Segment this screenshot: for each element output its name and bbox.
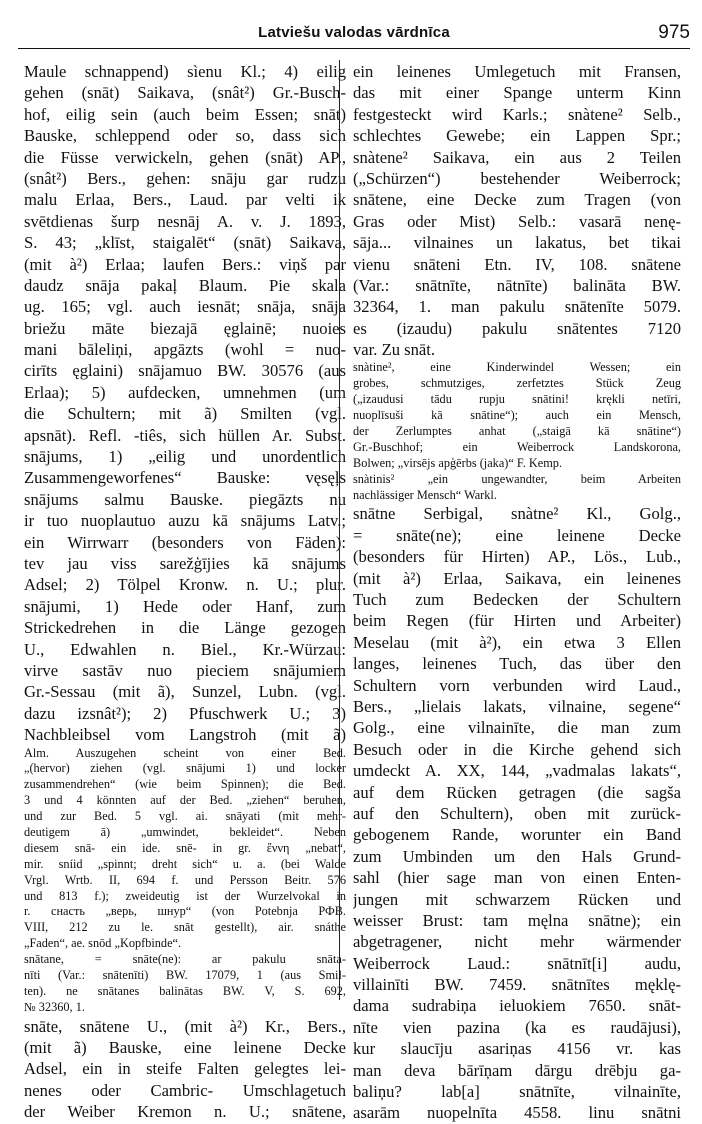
right-column-text-line: Gr.-Buschhof; ein Weiberrock Landskorona, <box>353 439 681 454</box>
left-column-text-line: dazu izsnât²); 2) Pfuschwerk U.; 3) <box>24 703 346 723</box>
right-column-text-line: weisser Brust: tam męlna snātne); ein <box>353 910 681 930</box>
left-column-text-line: (snât²) Bers., gehen: snāju gar rudzu <box>24 168 346 188</box>
left-column-text-line: snātane, = snāte(ne): ar pakulu snāta- <box>24 952 346 967</box>
right-column-text-line: nuoplīsuši kā snātine“); auch ein Mensch, <box>353 408 681 423</box>
left-column-text-line: der Weiber Kremon n. U.; snātene, <box>24 1102 346 1122</box>
left-column-text-line: die Schultern; mit ã) Smilten (vgl. <box>24 404 346 424</box>
left-column-text-line: Maule schnappend) sìenu Kl.; 4) eilig <box>24 62 346 81</box>
left-column-text-line: gehen (snāt) Saikava, (snât²) Gr.-Busch- <box>24 83 346 103</box>
page-header <box>18 10 690 48</box>
left-column-text-line: und zur Bed. 5 vgl. ai. snāyati (mit mehr- <box>24 809 346 824</box>
right-column-text-line: snātne Serbigal, snàtne² Kl., Golg., <box>353 504 681 524</box>
right-column-text-line: festgesteckt wird Karls.; snàtene² Selb., <box>353 104 681 124</box>
left-column-text-line: Nachbleibsel vom Langstroh (mit ã) <box>24 725 346 745</box>
left-column-text-line: Adsel; 2) Tölpel Kronw. n. U.; plur. <box>24 575 346 595</box>
right-column-text-line: (Var.: snātnīte, nātnīte) balināta BW. <box>353 275 681 295</box>
right-column-text-line: jungen mit schwarzem Rücken und <box>353 889 681 909</box>
right-column-text-line: villainīti BW. 7459. snātnītes męklę- <box>353 975 681 995</box>
left-column-text-line: briežu māte biezajā ęglainē; nuoies <box>24 318 346 338</box>
right-column-text-line: Golg., eine vilnainīte, die man zum <box>353 718 681 738</box>
left-column-text-line: r. снасть „верь, шнур“ (von Potebnja РФВ. <box>24 904 346 919</box>
left-column-text-line: ein Wirrwarr (besonders von Fäden): <box>24 532 346 552</box>
right-column-text-line: sāja... vilnaines un lakatus, bet tikai <box>353 233 681 253</box>
left-column-text-line: nenes oder Cambric- Umschlagetuch <box>24 1080 346 1100</box>
right-column-text-line: abgetragener, nicht mehr wärmender <box>353 932 681 952</box>
right-column-text-line: Weiberrock Laud.: snātnīt[i] audu, <box>353 953 681 973</box>
left-column-text-line: U., Edwahlen n. Biel., Kr.-Würzau: <box>24 639 346 659</box>
right-column-text-line: dama sudrabiņa ieluokiem 7650. snāt- <box>353 996 681 1016</box>
right-column-text-line: es (izaudu) pakulu snātentes 7120 <box>353 318 681 338</box>
left-column-text-line: snājums salmu Bauske. piegāzts nu <box>24 489 346 509</box>
left-column-text-line: virve sastāv nuo pieciem snājumiem <box>24 660 346 680</box>
left-column-text-line: Alm. Auszugehen scheint von einer Bed. <box>24 745 346 760</box>
left-column-text-line: S. 43; „klīst, staigalēt“ (snāt) Saikava, <box>24 233 346 253</box>
right-column-text-line: snàtine², eine Kinderwindel Wessen; ein <box>353 360 681 375</box>
left-column-text-line: snāte, snātene U., (mit à²) Kr., Bers., <box>24 1016 346 1036</box>
right-column-text-line: grobes, schmutziges, zerfetztes Stück Zeug <box>353 376 681 391</box>
running-title: Latviešu valodas vārdnīca <box>258 24 450 41</box>
right-column-text-line: asarām nuopelnīta 4558. linu snātni <box>353 1103 681 1123</box>
left-column-text-line: (mit à²) Erlaa; laufen Bers.: viņš par <box>24 254 346 274</box>
column-divider <box>339 60 340 1000</box>
right-column-text-line: beim Regen (für Hirten und Arbeiter) <box>353 611 681 631</box>
left-column-text-line: snājums, 1) „eilig und unordentlich <box>24 447 346 467</box>
left-column-text-line: VIII, 212 zu le. snāt gestellt), air. snáthe <box>24 920 346 935</box>
left-column-text-line: svētdienas šurp nesnāj A. v. J. 1893, <box>24 211 346 231</box>
left-column-text-line: mani bāleliņi, apgāzts (wohl = nuo- <box>24 340 346 360</box>
right-column-text-line: 32364, 1. man pakulu snātenīte 5079. <box>353 297 681 317</box>
left-column-text-line: malu Erlaa, Bers., Laud. par velti ik <box>24 190 346 210</box>
left-column-text-line: ug. 165; vgl. auch iesnāt; snāja, snāja <box>24 297 346 317</box>
right-column-text-line: Meselau (mit à²), ein etwa 3 Ellen <box>353 632 681 652</box>
right-column-text-line: ein leinenes Umlegetuch mit Fransen, <box>353 62 681 81</box>
left-column <box>24 61 346 1123</box>
left-column-text-line: tev jau viss sarežģījies kā snājums <box>24 553 346 573</box>
right-column-text-line: Bolwen; „virsējs apģērbs (jaka)“ F. Kemp. <box>353 455 563 470</box>
right-column-text-line: Besuch oder in die Kirche gehend sich <box>353 739 681 759</box>
left-column-text-line: ir tuo nuoplautuo auzu kā snājums Latv.; <box>24 511 346 531</box>
left-column-text-line: hof, eilig sein (auch beim Essen; snāt) <box>24 104 346 124</box>
right-column-text-line: kur slaucīju asariņas 4156 vr. kas <box>353 1039 681 1059</box>
left-column-text-line: Adsel, ein in steife Falten gelegtes lei- <box>24 1059 346 1079</box>
right-column-text-line: nīte vien pazina (ka es raudājusi), <box>353 1017 681 1037</box>
left-column-text-line: snājumi, 1) Hede oder Hanf, zum <box>24 596 346 616</box>
right-column-text-line: snātene, eine Decke zum Tragen (von <box>353 190 681 210</box>
right-column-text-line: („izaudusi tādu rupju snātini! krękli netīri, <box>353 392 681 407</box>
left-column-text-line: daudz snāja pakaļ Blaum. Pie skala <box>24 275 346 295</box>
right-column-text-line: der Zerlumptes anhat („staigā kā snātine“) <box>353 424 681 439</box>
right-column-text-line: nachlässiger Mensch“ Warkl. <box>353 487 497 502</box>
right-column-text-line: (mit à²) Erlaa, Saikava, ein leinenes <box>353 568 681 588</box>
left-column-text-line: cirīts ęglaini) snājamuo BW. 30576 (aus <box>24 361 346 381</box>
page-number: 975 <box>658 22 690 43</box>
right-column-text-line: langes, leinenes Tuch, das über den <box>353 654 681 674</box>
right-column-text-line: Tuch zum Bedecken der Schultern <box>353 590 681 610</box>
left-column-text-line: Zusammengeworfenes“ Bauske: vęsęļs <box>24 468 346 488</box>
left-column-text-line: Gr.-Sessau (mit ã), Sunzel, Lubn. (vgl. <box>24 682 346 702</box>
right-column-text-line: (besonders für Hirten) AP., Lös., Lub., <box>353 547 681 567</box>
right-column-text-line: das mit einer Spange unterm Kinn <box>353 83 681 103</box>
left-column-text-line: mir. sníid „spinnt; dreht sich“ u. a. (bei Walde <box>24 856 346 871</box>
left-column-text-line: Strickedrehen in die Länge gezogen <box>24 618 346 638</box>
right-column-text-line: gebogenem Rande, worunter ein Band <box>353 825 681 845</box>
left-column-text-line: „(hervor) ziehen (vgl. snājumi 1) und locker <box>24 761 346 776</box>
right-column <box>353 61 681 1124</box>
right-column-text-line: snàtinis² „ein ungewandter, beim Arbeiten <box>353 471 681 486</box>
left-column-text-line: Erlaa); 5) aufdecken, umnehmen (um <box>24 382 346 402</box>
right-column-text-line: („Schürzen“) bestehender Weiberrock; <box>353 168 681 188</box>
left-column-text-line: nīti (Var.: snātenīti) BW. 17079, 1 (aus Smil- <box>24 967 346 982</box>
right-column-text-line: umdeckt A. XX, 144, „vadmalas lakats“, <box>353 761 681 781</box>
left-column-text-line: № 32360, 1. <box>24 999 85 1014</box>
right-column-text-line: sahl (hier sage man von einen Enten- <box>353 868 681 888</box>
right-column-text-line: Bers., „lielais lakats, vilnaine, segene“ <box>353 697 681 716</box>
left-column-text-line: diesem snā- ein ide. snē- in gr. ἔννη „nebat“, <box>24 840 346 855</box>
right-column-text-line: schlechtes Gewebe; ein Lappen Spr.; <box>353 126 681 146</box>
left-column-text-line: die Füsse verwickeln, gehen (snāt) AP., <box>24 147 346 167</box>
right-column-text-line: var. Zu snāt. <box>353 340 436 360</box>
right-column-text-line: baliņu? lab[a] snātnīte, vilnainīte, <box>353 1082 681 1102</box>
right-column-text-line: auf den Schultern), oben mit zurück- <box>353 803 681 823</box>
right-column-text-line: Gras oder Mist) Selb.: vasarā nenę- <box>353 211 681 231</box>
left-column-text-line: ten). ne snātanes balinātas BW. V, S. 692, <box>24 983 346 998</box>
header-rule <box>18 48 690 49</box>
left-column-text-line: (mit ã) Bauske, eine leinene Decke <box>24 1038 346 1058</box>
left-column-text-line: 3 und 4 könnten auf der Bed. „ziehen“ beruhen, <box>24 793 346 808</box>
right-column-text-line: auf dem Rücken getragen (die sagša <box>353 782 681 802</box>
right-column-text-line: Schultern vorn verbunden wird Laud., <box>353 675 681 695</box>
right-column-text-line: snàtene² Saikava, ein aus 2 Teilen <box>353 147 681 167</box>
left-column-text-line: „Faden“, ae. snōd „Kopfbinde“. <box>24 936 182 951</box>
left-column-text-line: zusammendrehen“ (wie beim Spinnen); die Bed. <box>24 777 346 792</box>
left-column-text-line: Bauske, schleppend oder so, dass sich <box>24 126 346 146</box>
left-column-text-line: Vrgl. Wrtb. II, 694 f. und Persson Beitr. 576 <box>24 872 346 887</box>
right-column-text-line: man deva bārīņam dārgu drēbju ga- <box>353 1060 681 1080</box>
left-column-text-line: und 813 f.); zweideutig ist der Wurzelvokal in <box>24 888 346 903</box>
right-column-text-line: zum Umbinden um den Hals Grund- <box>353 846 681 866</box>
left-column-text-line: deutigem ā) „umwindet, bekleidet“. Neben <box>24 824 346 839</box>
right-column-text-line: vienu snāteni Etn. IV, 108. snātene <box>353 254 681 274</box>
right-column-text-line: = snāte(ne); eine leinene Decke <box>353 525 681 545</box>
left-column-text-line: apsnāt). Refl. -tiês, sich hüllen Ar. Subst. <box>24 425 346 445</box>
